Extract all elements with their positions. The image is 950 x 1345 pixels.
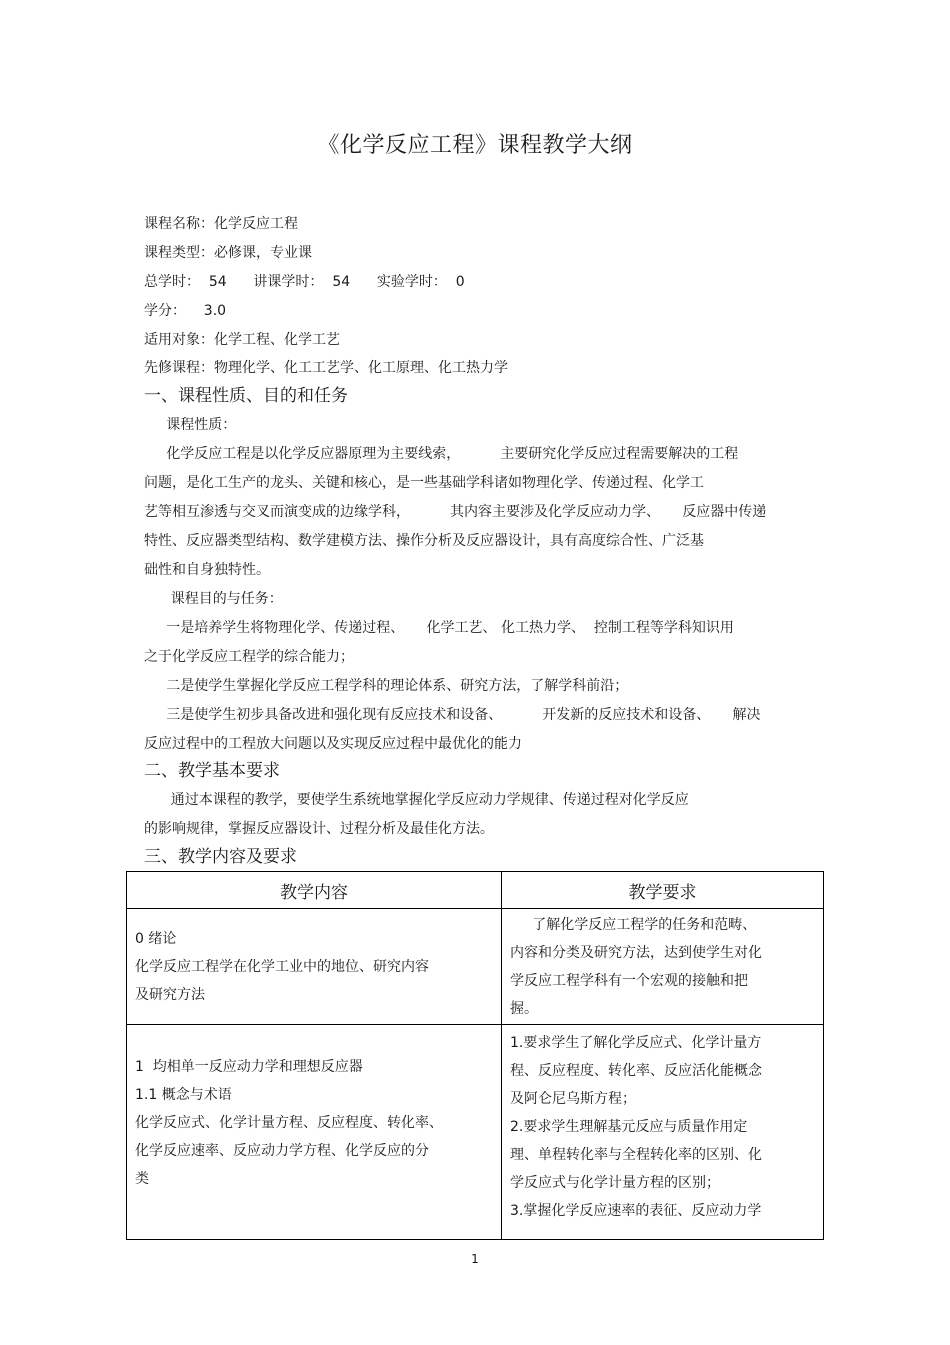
requirement-line: 内容和分类及研究方法，达到使学生对化 bbox=[510, 944, 762, 961]
requirement-line: 2.要求学生理解基元反应与质量作用定 bbox=[510, 1119, 748, 1135]
requirement-line: 握。 bbox=[510, 1000, 538, 1017]
course-credits: 学分： 3.0 bbox=[144, 303, 227, 319]
section2-heading: 二、教学基本要求 bbox=[144, 761, 280, 781]
requirement-line: 3.掌握化学反应速率的表征、反应动力学 bbox=[510, 1203, 762, 1219]
page-number: 1 bbox=[471, 1252, 479, 1266]
course-prereq: 先修课程：物理化学、化工工艺学、化工原理、化工热力学 bbox=[144, 360, 508, 376]
req-line: 通过本课程的教学，要使学生系统地掌握化学反应动力学规律、传递过程对化学反应 bbox=[144, 792, 689, 808]
page-title: 《化学反应工程》课程教学大纲 bbox=[317, 133, 633, 158]
section3-heading: 三、教学内容及要求 bbox=[144, 847, 297, 867]
goal-line: 反应过程中的工程放大问题以及实现反应过程中最优化的能力 bbox=[144, 736, 522, 752]
content-cell bbox=[127, 1025, 502, 1240]
table-row bbox=[127, 1025, 824, 1240]
content-line: 化学反应工程学在化学工业中的地位、研究内容 bbox=[135, 958, 429, 975]
requirement-line: 学反应式与化学计量方程的区别； bbox=[510, 1175, 720, 1191]
nature-line: 础性和自身独特性。 bbox=[144, 562, 270, 578]
table-header-content: 教学内容 bbox=[127, 872, 502, 909]
table-header-requirement: 教学要求 bbox=[502, 872, 824, 909]
content-line: 类 bbox=[135, 1171, 149, 1187]
content-line: 及研究方法 bbox=[135, 986, 205, 1003]
table-row bbox=[127, 909, 824, 1025]
content-line: 化学反应式、化学计量方程、反应程度、转化率、 bbox=[135, 1115, 443, 1131]
nature-line: 特性、反应器类型结构、数学建模方法、操作分析及反应器设计，具有高度综合性、广泛基 bbox=[144, 533, 704, 549]
requirement-cell bbox=[502, 909, 824, 1025]
req-line: 的影响规律，掌握反应器设计、过程分析及最佳化方法。 bbox=[144, 821, 494, 837]
syllabus-table bbox=[126, 871, 824, 1240]
course-name: 课程名称：化学反应工程 bbox=[144, 216, 298, 232]
course-target: 适用对象：化学工程、化学工艺 bbox=[144, 332, 340, 348]
requirement-line: 程、反应程度、转化率、反应活化能概念 bbox=[510, 1063, 762, 1079]
requirement-line: 理、单程转化率与全程转化率的区别、化 bbox=[510, 1147, 762, 1163]
requirement-line: 了解化学反应工程学的任务和范畴、 bbox=[510, 916, 757, 933]
content-line: 化学反应速率、反应动力学方程、化学反应的分 bbox=[135, 1143, 429, 1159]
content-cell bbox=[127, 909, 502, 1025]
requirement-line: 学反应工程学科有一个宏观的接触和把 bbox=[510, 972, 748, 989]
goal-line: 二是使学生掌握化学反应工程学科的理论体系、研究方法，了解学科前沿； bbox=[144, 678, 629, 694]
goal-line: 一是培养学生将物理化学、传递过程、 化学工艺、 化工热力学、 控制工程等学科知识用 bbox=[144, 620, 734, 636]
nature-line: 问题，是化工生产的龙头、关键和核心，是一些基础学科诸如物理化学、传递过程、化学工 bbox=[144, 475, 704, 491]
course-hours: 总学时： 54 讲课学时： 54 实验学时： 0 bbox=[144, 274, 465, 290]
goal-line: 之于化学反应工程学的综合能力； bbox=[144, 649, 354, 665]
nature-line: 艺等相互渗透与交叉而演变成的边缘学科， 其内容主要涉及化学反应动力学、 反应器中传递 bbox=[144, 504, 767, 520]
course-type: 课程类型：必修课，专业课 bbox=[144, 245, 312, 261]
goal-label: 课程目的与任务： bbox=[144, 591, 283, 607]
nature-label: 课程性质： bbox=[144, 417, 237, 433]
content-line: 1 均相单一反应动力学和理想反应器 bbox=[135, 1059, 363, 1075]
section1-heading: 一、课程性质、目的和任务 bbox=[144, 386, 348, 406]
requirement-line: 1.要求学生了解化学反应式、化学计量方 bbox=[510, 1035, 762, 1051]
content-line: 0 绪论 bbox=[135, 930, 177, 947]
nature-line: 化学反应工程是以化学反应器原理为主要线索， 主要研究化学反应过程需要解决的工程 bbox=[144, 446, 739, 462]
goal-line: 三是使学生初步具备改进和强化现有反应技术和设备、 开发新的反应技术和设备、 解决 bbox=[144, 707, 761, 723]
content-line: 1.1 概念与术语 bbox=[135, 1087, 232, 1103]
requirement-line: 及阿仑尼乌斯方程； bbox=[510, 1091, 636, 1107]
requirement-cell bbox=[502, 1025, 824, 1240]
